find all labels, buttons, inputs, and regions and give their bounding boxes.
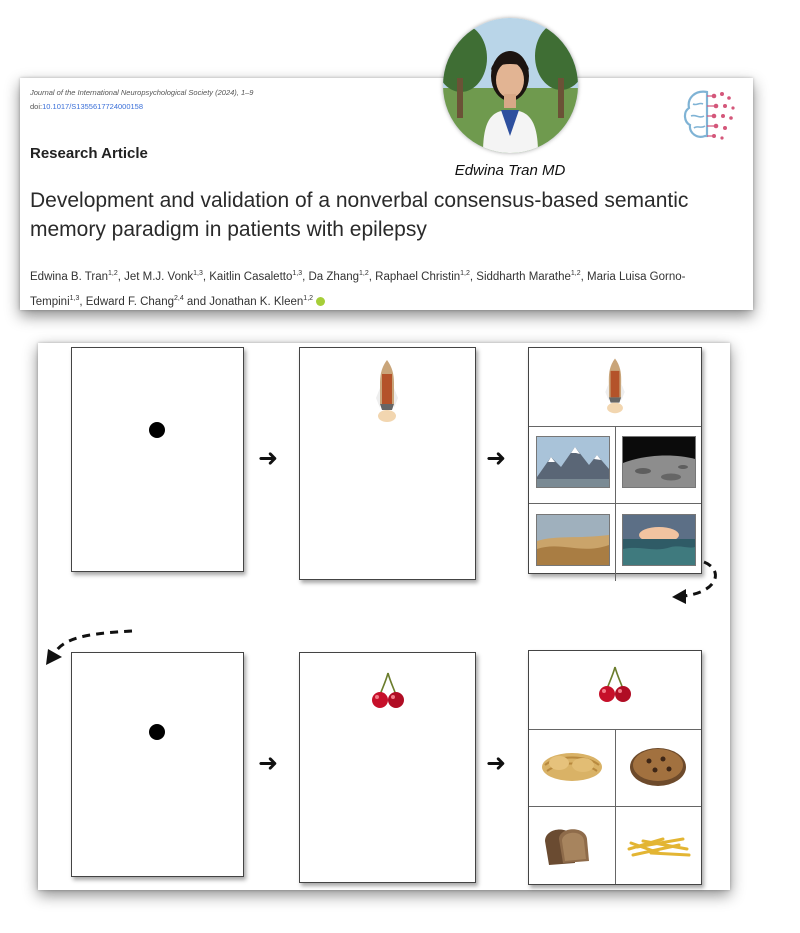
author-name: Da Zhang bbox=[308, 270, 360, 283]
right-arrow-icon: ➜ bbox=[258, 750, 279, 777]
desert-dunes-photo[interactable] bbox=[536, 514, 610, 566]
author-name: Edward F. Chang bbox=[85, 295, 174, 308]
bread-slices-photo[interactable] bbox=[539, 819, 601, 869]
author-name: Kaitlin Casaletto bbox=[209, 270, 293, 283]
grid-divider bbox=[529, 503, 701, 504]
author-affiliation: 1,2 bbox=[107, 270, 118, 277]
author-affiliation: 2,4 bbox=[173, 294, 184, 302]
author-list: Edwina B. Tran$^{1,2}$, Jet M.J. Vonk$^{1,3}$, Kaitlin Casaletto$^{1,3}$, Da Zhang$^{1,2}$, Raphael Christin$^{1,2}$, Siddharth Marathe$^{1,2}$, Maria Luisa Gorno-Tempini$^{1,3}$, Edward F. Chang$^{2,4}$ and Jonathan K. Kleen$^{1,2}$ bbox=[30, 270, 686, 308]
choice-grid-card bbox=[528, 650, 702, 885]
author-portrait bbox=[443, 18, 578, 153]
pie-photo[interactable] bbox=[625, 739, 691, 789]
journal-citation: Journal of the International Neuropsychological Society (2024), 1–9 bbox=[30, 88, 254, 97]
orcid-icon[interactable] bbox=[316, 297, 325, 306]
article-type: Research Article bbox=[30, 145, 148, 162]
cue-card bbox=[299, 347, 476, 580]
brain-network-logo-icon bbox=[681, 86, 737, 146]
portrait-photo bbox=[443, 18, 578, 153]
cue-cell bbox=[529, 651, 701, 730]
right-arrow-icon: ➜ bbox=[486, 750, 507, 777]
doi-prefix: doi: bbox=[30, 102, 43, 111]
author-affiliation: 1,3 bbox=[193, 270, 203, 277]
cherries-icon bbox=[370, 671, 406, 711]
author-name: Maria Luisa Gorno-Tempini bbox=[30, 270, 686, 308]
author-affiliation: 1,3 bbox=[292, 270, 303, 277]
author-name: Raphael Christin bbox=[375, 270, 461, 283]
french-fries-photo[interactable] bbox=[623, 819, 693, 865]
space-shuttle-icon bbox=[600, 354, 630, 416]
author-name: Siddharth Marathe bbox=[476, 270, 571, 283]
pasta-nest-photo[interactable] bbox=[537, 741, 607, 787]
author-affiliation: 1,2 bbox=[570, 270, 581, 277]
fixation-card bbox=[71, 652, 244, 877]
cherries-icon bbox=[597, 665, 633, 705]
cue-cell bbox=[529, 348, 701, 427]
author-name: Edwina B. Tran bbox=[30, 270, 108, 283]
author-affiliation: 1,2 bbox=[303, 294, 314, 302]
doi-line bbox=[30, 102, 143, 111]
fixation-card bbox=[71, 347, 244, 572]
right-arrow-icon: ➜ bbox=[486, 445, 507, 472]
fixation-dot bbox=[149, 724, 165, 740]
portrait-caption: Edwina Tran MD bbox=[454, 162, 566, 179]
snowy-mountains-photo[interactable] bbox=[536, 436, 610, 488]
space-shuttle-icon bbox=[370, 358, 404, 422]
author-affiliation: 1,3 bbox=[69, 294, 80, 302]
choice-grid-card bbox=[528, 347, 702, 574]
lunar-surface-photo[interactable] bbox=[622, 436, 696, 488]
fixation-dot bbox=[149, 422, 165, 438]
article-title: Development and validation of a nonverbal consensus-based semantic memory paradigm in patients with epilepsy bbox=[30, 189, 689, 241]
cue-card bbox=[299, 652, 476, 883]
author-name: Jet M.J. Vonk bbox=[124, 270, 194, 283]
doi-link[interactable]: 10.1017/S1355617724000158 bbox=[42, 102, 144, 111]
grid-divider bbox=[529, 806, 701, 807]
article-header-card bbox=[20, 78, 753, 310]
author-name: Jonathan K. Kleen bbox=[209, 295, 304, 308]
dashed-curved-arrow-icon bbox=[658, 558, 728, 608]
paradigm-figure bbox=[38, 343, 730, 890]
author-affiliation: 1,2 bbox=[359, 270, 369, 277]
author-affiliation: 1,2 bbox=[460, 270, 470, 277]
right-arrow-icon: ➜ bbox=[258, 445, 279, 472]
